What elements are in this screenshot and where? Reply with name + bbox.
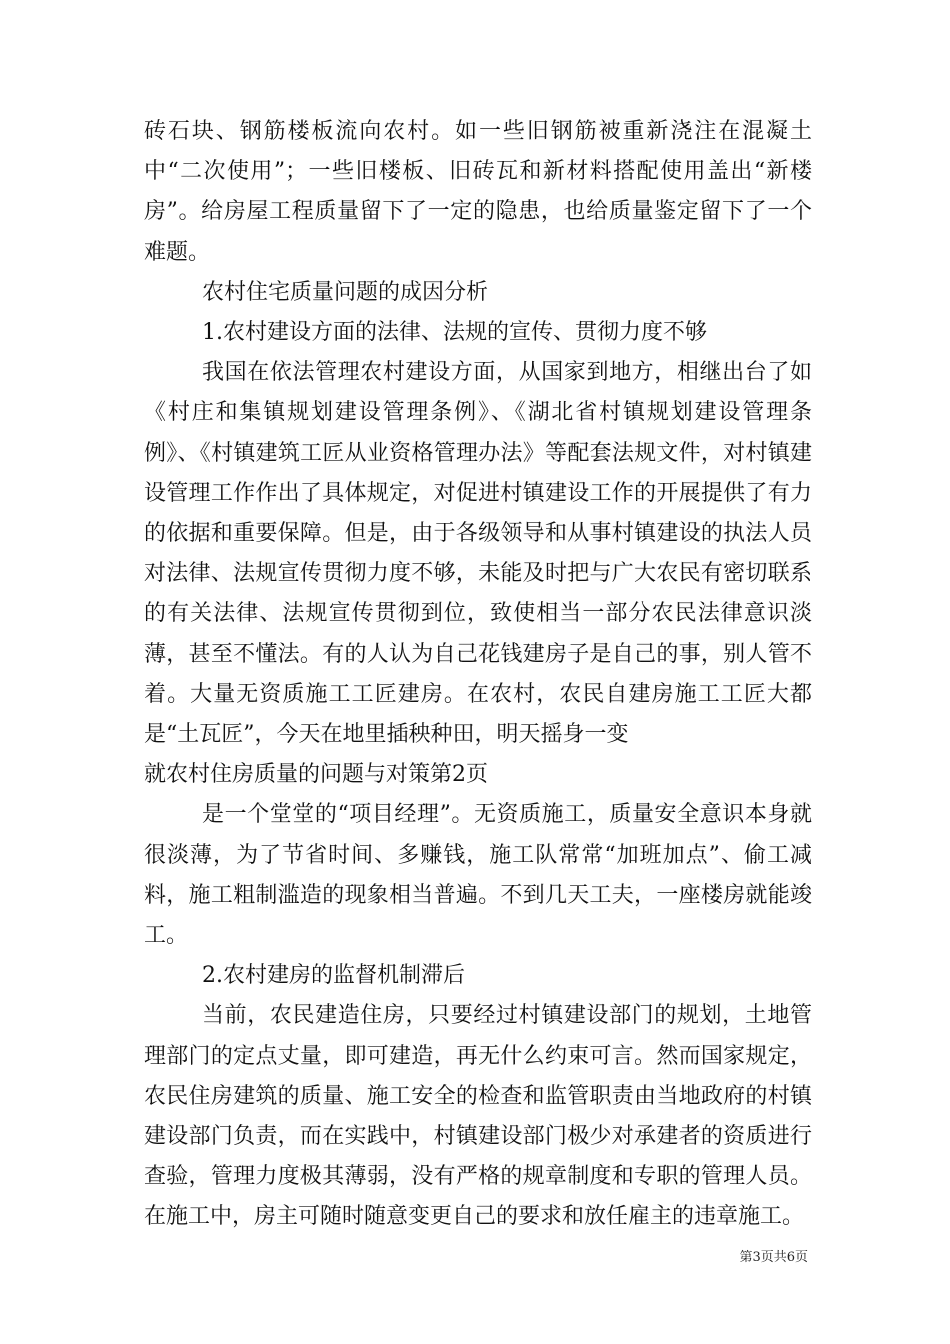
page-number-footer: 第3页共6页	[739, 1250, 808, 1265]
document-body	[144, 112, 812, 1238]
paragraph-supervision: 当前，农民建造住房，只要经过村镇建设部门的规划，土地管理部门的定点丈量，即可建造，再无什么约束可言。然而国家规定，农民住房建筑的质量、施工安全的检查和监管职责由当地政府的村镇建设部门负责，而在实践中，村镇建设部门极少对承建者的资质进行查验，管理力度极其薄弱，没有严格的规章制度和专职的管理人员。在施工中，房主可随时随意变更自己的要求和放任雇主的违章施工。	[144, 1003, 812, 1230]
section-heading-cause-analysis: 农村住宅质量问题的成因分析	[202, 279, 489, 305]
paragraph-continued: 砖石块、钢筋楼板流向农村。如一些旧钢筋被重新浇注在混凝土中“二次使用”；一些旧楼板、旧砖瓦和新材料搭配使用盖出“新楼房”。给房屋工程质量留下了一定的隐患，也给质量鉴定留下了一个难题。	[144, 119, 812, 265]
subheading-law-publicity: 1.农村建设方面的法律、法规的宣传、贯彻力度不够	[202, 320, 707, 346]
subheading-supervision: 2.农村建房的监督机制滞后	[202, 963, 465, 989]
inline-page-marker: 就农村住房质量的问题与对策第2页	[144, 762, 488, 788]
paragraph-unqualified-construction: 是一个堂堂的“项目经理”。无资质施工，质量安全意识本身就很淡薄，为了节省时间、多赚钱，施工队常常“加班加点”、偷工减料，施工粗制滥造的现象相当普遍。不到几天工夫，一座楼房就能竣工。	[144, 802, 812, 949]
paragraph-law-publicity: 我国在依法管理农村建设方面，从国家到地方，相继出台了如《村庄和集镇规划建设管理条例》、《湖北省村镇规划建设管理条例》、《村镇建筑工匠从业资格管理办法》等配套法规文件，对村镇建设管理工作作出了具体规定，对促进村镇建设工作的开展提供了有力的依据和重要保障。但是，由于各级领导和从事村镇建设的执法人员对法律、法规宣传贯彻力度不够，未能及时把与广大农民有密切联系的有关法律、法规宣传贯彻到位，致使相当一部分农民法律意识淡薄，甚至不懂法。有的人认为自己花钱建房子是自己的事，别人管不着。大量无资质施工工匠建房。在农村，农民自建房施工工匠大都是“土瓦匠”，今天在地里插秧种田，明天摇身一变	[144, 360, 812, 748]
